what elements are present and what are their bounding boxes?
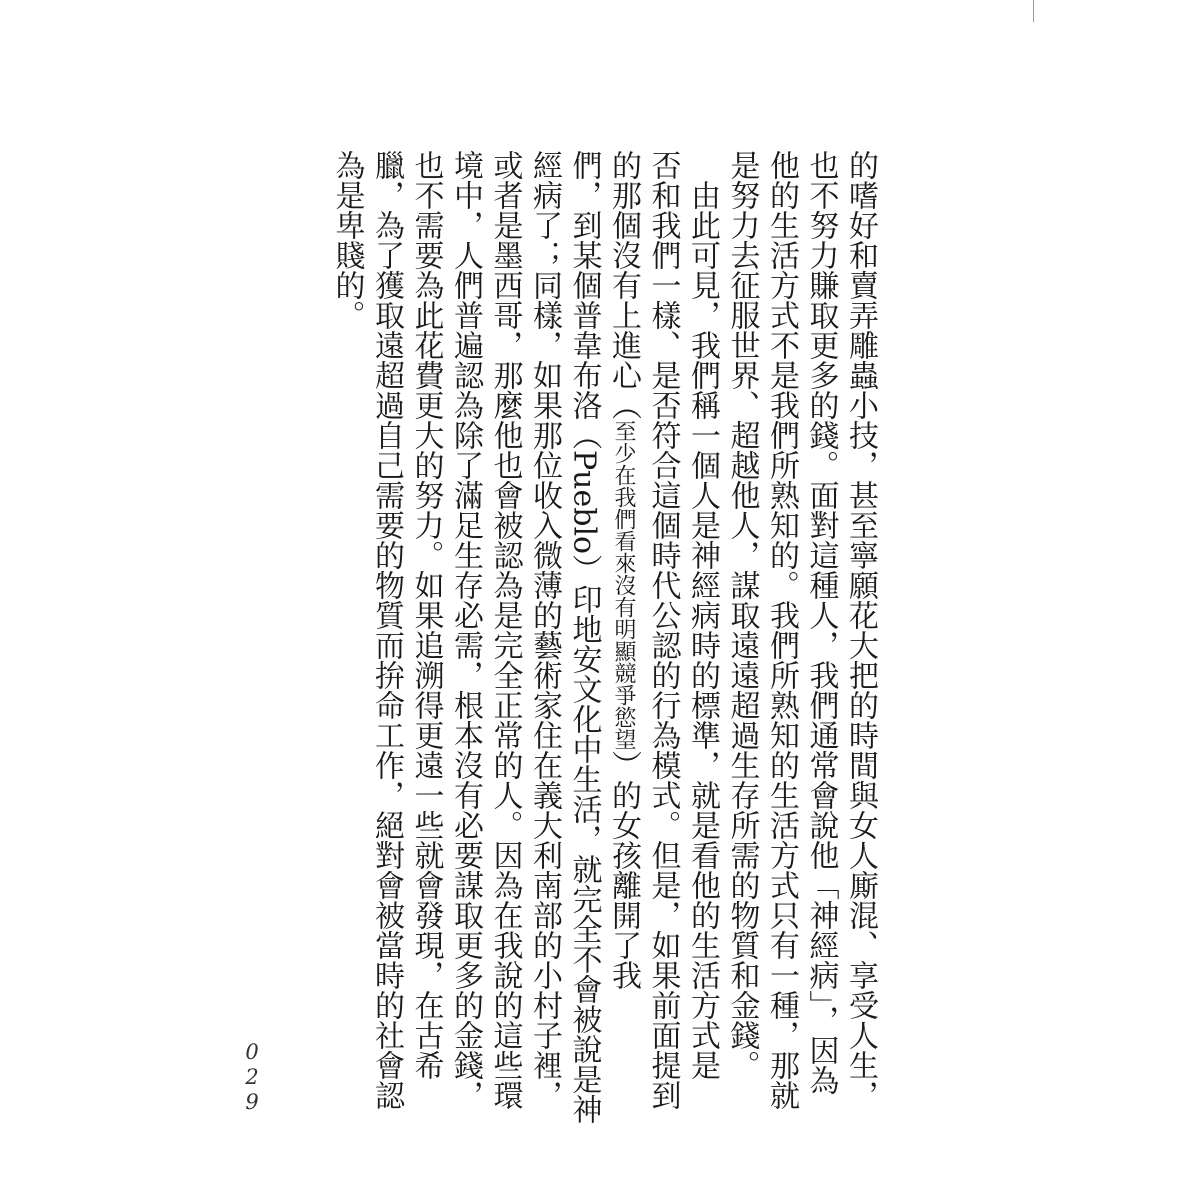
text-column-3: 他的生活方式不是我們所熟知的。我們所熟知的生活方式只有一種，那就 bbox=[764, 150, 799, 1110]
text-column-8 bbox=[564, 150, 604, 1125]
text-column-13: 臘，為了獲取遠超過自己需要的物質而拚命工作，絕對會被當時的社會認 bbox=[369, 150, 404, 1110]
text-column-8-after: ）印地安文化中生活，就完全不會被說是神 bbox=[566, 554, 602, 1125]
page-number: 029 bbox=[240, 1040, 264, 1115]
vertical-text-block bbox=[300, 150, 880, 1125]
text-column-6: 否和我們一樣、是否符合這個時代公認的行為模式。但是，如果前面提到 bbox=[645, 150, 681, 1110]
text-column-14: 為是卑賤的。 bbox=[329, 150, 365, 330]
text-column-7-before: 的那個沒有上進心（ bbox=[606, 150, 641, 420]
text-column-7 bbox=[604, 150, 644, 990]
text-column-7-aside: 至少在我們看來沒有明顯競爭慾望 bbox=[611, 420, 636, 750]
text-column-4: 是努力去征服世界、超越他人，謀取遠遠超過生存所需的物質和金錢。 bbox=[724, 150, 760, 1080]
text-column-2: 也不努力賺取更多的錢。面對這種人，我們通常會說他「神經病」，因為 bbox=[803, 150, 839, 1095]
crop-mark bbox=[1033, 0, 1034, 22]
text-column-10: 或者是墨西哥，那麼他也會被認為是完全正常的人。因為在我說的這些環 bbox=[487, 150, 523, 1110]
text-column-9: 經病了；同樣，如果那位收入微薄的藝術家住在義大利南部的小村子裡， bbox=[527, 150, 562, 1110]
text-column-7-after: ）的女孩離開了我 bbox=[606, 750, 641, 990]
text-column-5: 由此可見，我們稱一個人是神經病時的標準，就是看他的生活方式是 bbox=[685, 150, 720, 1080]
text-column-1: 的嗜好和賣弄雕蟲小技，甚至寧願花大把的時間與女人廝混、享受人生， bbox=[843, 150, 878, 1110]
text-column-11: 境中，人們普遍認為除了滿足生存必需，根本沒有必要謀取更多的金錢， bbox=[448, 150, 483, 1110]
text-column-8-latin: Pueblo bbox=[566, 450, 602, 555]
text-column-12: 也不需要為此花費更大的努力。如果追溯得更遠一些就會發現，在古希 bbox=[408, 150, 444, 1080]
text-column-8-before: 們，到某個普韋布洛（ bbox=[566, 150, 602, 450]
